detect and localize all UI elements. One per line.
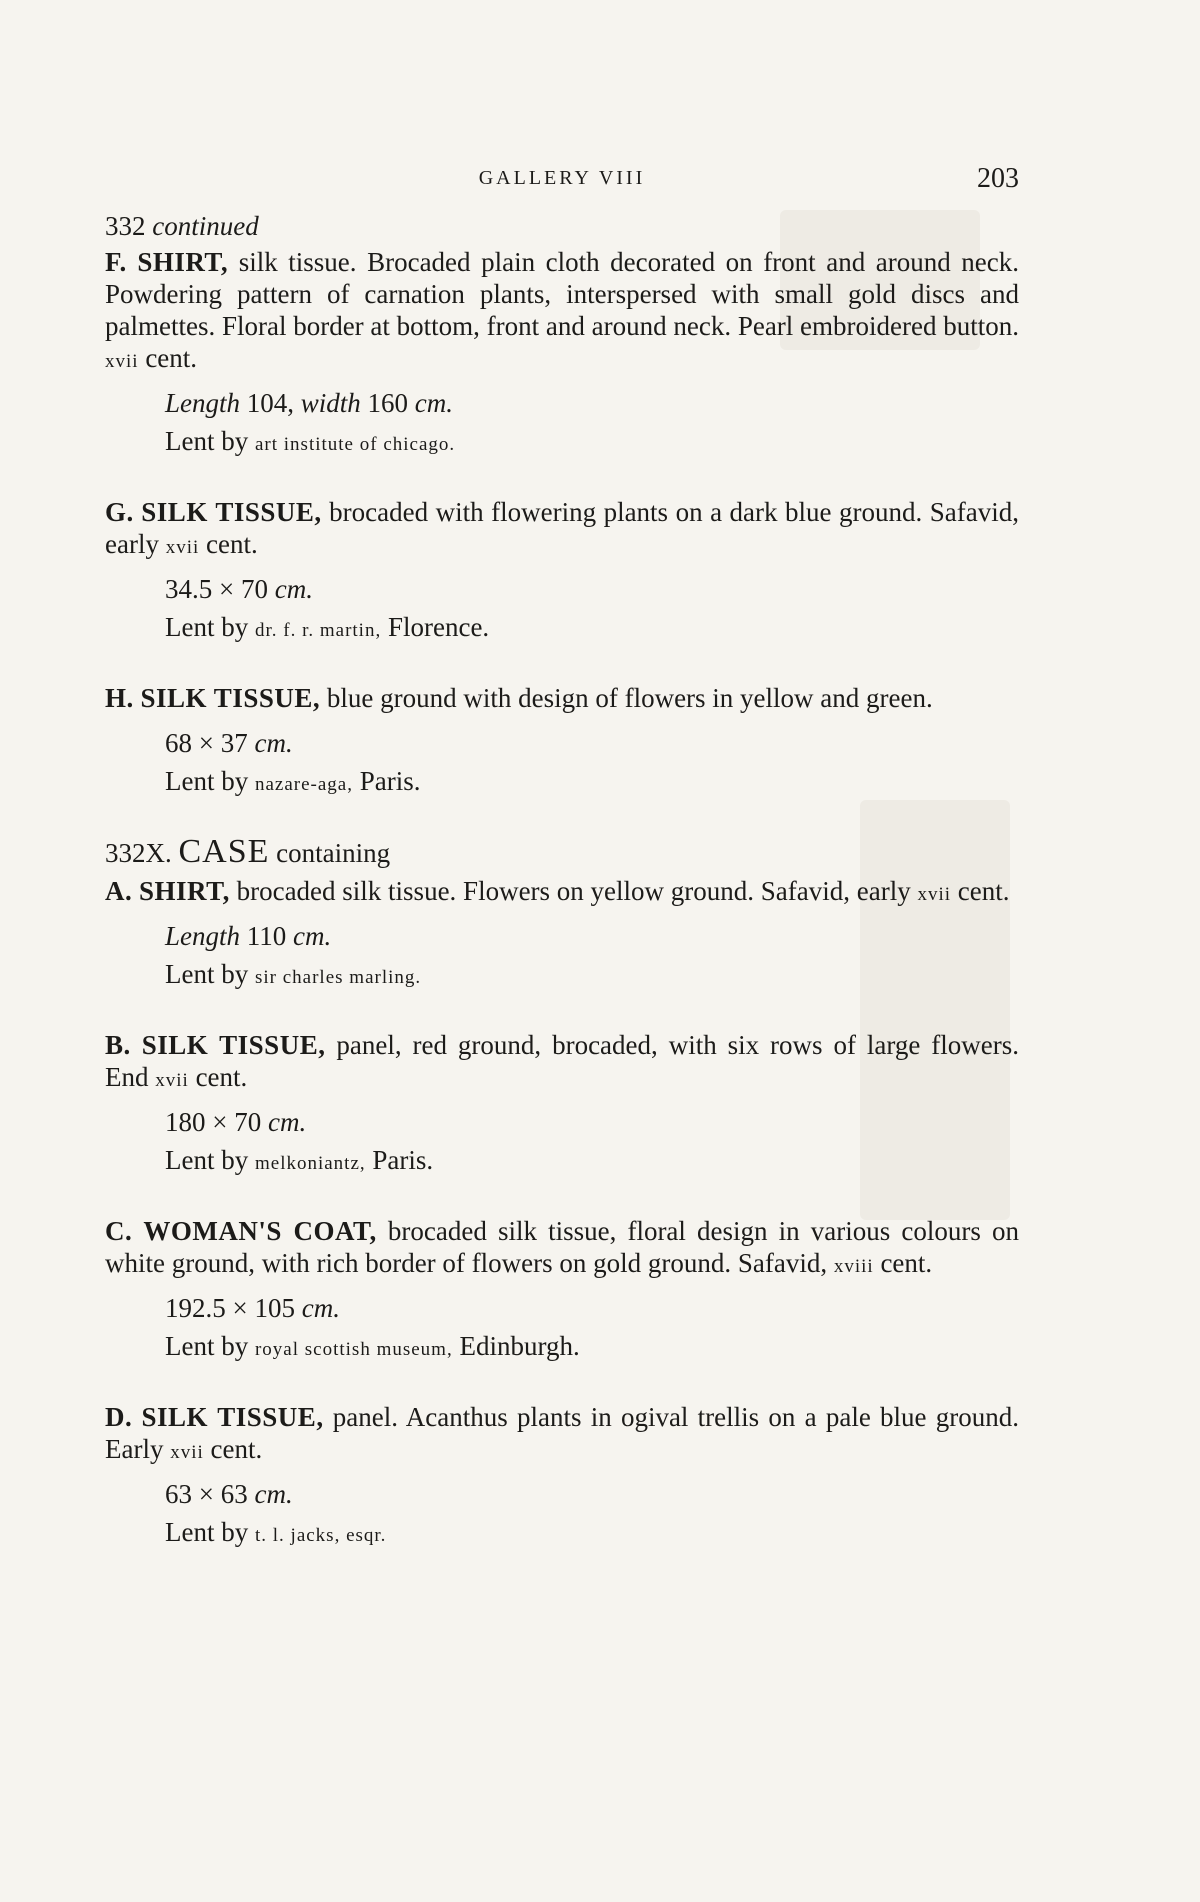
dim-unit: cm. <box>267 1107 307 1137</box>
entry-date-century: xviii <box>833 1256 874 1277</box>
dim-unit: cm. <box>301 1293 340 1323</box>
lender-name: sir charles marling. <box>254 967 422 988</box>
entry-description <box>105 682 1019 718</box>
entry-date-tail: cent. <box>203 1434 263 1464</box>
continued-label: continued <box>152 211 259 241</box>
entry-description <box>105 1401 1019 1469</box>
entry-title: SHIRT, <box>137 247 229 277</box>
entry-dimensions <box>165 919 1019 953</box>
entry-title: SILK TISSUE, <box>141 1030 326 1060</box>
entry-title: SHIRT, <box>139 876 230 906</box>
entry-dimensions <box>165 386 1019 420</box>
entry-description <box>105 875 1019 911</box>
entry-lender <box>165 424 1019 462</box>
entry-dimensions <box>165 1291 1019 1325</box>
entry-text: brocaded with flowering plants on a dark blue ground. Safavid, early <box>105 497 1019 559</box>
entry-list-332 <box>105 246 1019 802</box>
dim-value-2: 160 <box>360 388 415 418</box>
entry-lender <box>165 610 1019 648</box>
entry-title: SILK TISSUE, <box>141 1402 324 1432</box>
entry-details <box>165 572 1019 648</box>
catalogue-entry <box>105 1029 1019 1181</box>
dim-value-1: 180 × 70 <box>165 1107 268 1137</box>
lent-prefix: Lent by <box>165 1145 255 1175</box>
entry-dimensions <box>165 1477 1019 1511</box>
dim-unit: cm. <box>254 1479 293 1509</box>
lent-prefix: Lent by <box>165 766 255 796</box>
entry-letter: H. <box>105 683 134 713</box>
entry-lender <box>165 1143 1019 1181</box>
lender-name: art institute of chicago. <box>254 434 456 455</box>
entry-letter: A. <box>105 876 133 906</box>
entry-title: SILK TISSUE, <box>140 683 321 713</box>
entry-date-century: xvii <box>155 1070 189 1091</box>
entry-date-century: xvii <box>165 537 200 558</box>
entry-details <box>165 386 1019 462</box>
catalogue-entry <box>105 496 1019 648</box>
lender-name: melkoniantz, <box>254 1153 366 1174</box>
lent-prefix: Lent by <box>165 426 255 456</box>
catalogue-entry <box>105 682 1019 802</box>
entry-date-century: xvii <box>170 1442 204 1463</box>
lent-prefix: Lent by <box>165 1331 255 1361</box>
lender-name: t. l. jacks, esqr. <box>254 1525 387 1546</box>
entry-letter: C. <box>105 1216 133 1246</box>
running-title: GALLERY VIII <box>478 167 646 189</box>
entry-title: WOMAN'S COAT, <box>143 1216 377 1246</box>
entry-text: brocaded silk tissue. Flowers on yellow ground. Safavid, early <box>229 876 918 906</box>
entry-description <box>105 1215 1019 1283</box>
dim-unit: cm. <box>414 388 454 418</box>
dim-unit: cm. <box>274 574 313 604</box>
entry-list-332x <box>105 875 1019 1553</box>
entry-title: SILK TISSUE, <box>141 497 322 527</box>
entry-details <box>165 726 1019 802</box>
catalogue-entry <box>105 1401 1019 1553</box>
entry-letter: D. <box>105 1402 133 1432</box>
case-number: 332X. <box>105 838 172 868</box>
entry-date-tail: cent. <box>873 1248 933 1278</box>
dim-label-2: width <box>300 388 361 418</box>
lent-prefix: Lent by <box>165 959 255 989</box>
lender-tail: Edinburgh. <box>452 1331 580 1361</box>
entry-description <box>105 496 1019 564</box>
entry-lender <box>165 1515 1019 1553</box>
entry-date-century: xvii <box>917 884 952 905</box>
dim-unit: cm. <box>293 921 332 951</box>
entry-dimensions <box>165 726 1019 760</box>
dim-value-1: 192.5 × 105 <box>165 1293 302 1323</box>
dim-value-1: 63 × 63 <box>165 1479 255 1509</box>
lent-prefix: Lent by <box>165 1517 255 1547</box>
catalogue-content <box>105 210 1019 1587</box>
lent-prefix: Lent by <box>165 612 255 642</box>
page-number: 203 <box>977 163 1019 194</box>
entry-description <box>105 1029 1019 1097</box>
lender-name: royal scottish museum, <box>254 1339 453 1360</box>
case-tail: containing <box>269 838 391 868</box>
entry-details <box>165 1105 1019 1181</box>
case-word: CASE <box>178 833 270 870</box>
entry-description <box>105 246 1019 378</box>
entry-lender <box>165 764 1019 802</box>
dim-value-1: 34.5 × 70 <box>165 574 275 604</box>
dim-label-1: Length <box>165 921 241 951</box>
entry-letter: G. <box>105 497 134 527</box>
entry-date-tail: cent. <box>188 1062 248 1092</box>
lender-name: dr. f. r. martin, <box>254 620 382 641</box>
entry-date-tail: cent. <box>951 876 1010 906</box>
entry-lender <box>165 957 1019 995</box>
case-heading <box>105 833 1019 870</box>
lender-tail: Paris. <box>353 766 421 796</box>
entry-details <box>165 919 1019 995</box>
entry-lender <box>165 1329 1019 1367</box>
lender-tail: Florence. <box>381 612 490 642</box>
entry-text: blue ground with design of flowers in yellow and green. <box>320 683 933 713</box>
catalogue-entry <box>105 875 1019 995</box>
lender-name: nazare-aga, <box>254 774 353 795</box>
entry-text: brocaded silk tissue, floral design in various colours on white ground, with rich border of flowers on gold ground. Safavid, <box>105 1216 1019 1278</box>
catalogue-entry <box>105 1215 1019 1367</box>
entry-dimensions <box>165 1105 1019 1139</box>
dim-value-1: 110 <box>240 921 294 951</box>
entry-date-tail: cent. <box>199 529 258 559</box>
lender-tail: Paris. <box>365 1145 434 1175</box>
entry-details <box>165 1477 1019 1553</box>
entry-date-tail: cent. <box>138 343 198 373</box>
entry-text: panel. Acanthus plants in ogival trellis on a pale blue ground. Early <box>105 1402 1019 1464</box>
entry-date-century: xvii <box>105 351 139 372</box>
page-header <box>105 163 1019 203</box>
continued-number: 332 <box>105 211 146 241</box>
dim-value-1: 68 × 37 <box>165 728 255 758</box>
dim-label-1: Length <box>165 388 241 418</box>
dim-unit: cm. <box>254 728 293 758</box>
entry-letter: B. <box>105 1030 131 1060</box>
entry-text: panel, red ground, brocaded, with six rows of large flowers. End <box>105 1030 1019 1092</box>
entry-details <box>165 1291 1019 1367</box>
dim-value-1: 104, <box>240 388 301 418</box>
continued-heading <box>105 210 1019 242</box>
entry-text: silk tissue. Brocaded plain cloth decorated on front and around neck. Powdering pattern of carnation plants, interspersed with small gold discs and palmettes. Floral border at bottom, front and around neck. Pearl embroidered button. <box>105 247 1020 341</box>
entry-letter: F. <box>105 247 127 277</box>
entry-dimensions <box>165 572 1019 606</box>
catalogue-entry <box>105 246 1019 462</box>
